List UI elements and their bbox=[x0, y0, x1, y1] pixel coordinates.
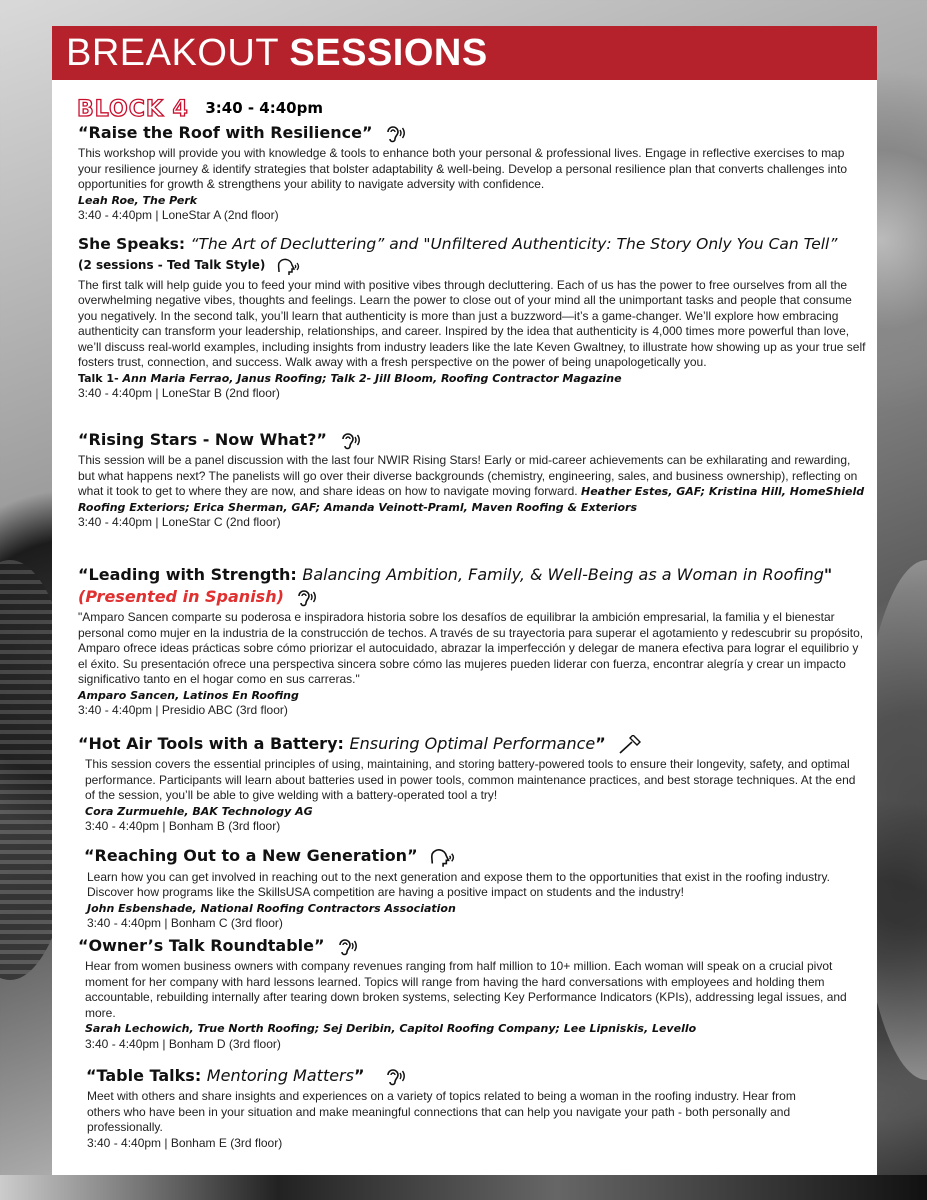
background-strip bbox=[0, 1175, 927, 1200]
session-location: 3:40 - 4:40pm | Bonham E (3rd floor) bbox=[87, 1135, 283, 1150]
session-table-talks bbox=[78, 1065, 868, 1151]
session-speakers: Sarah Lechowich, True North Roofing; Sej Deribin, Capitol Roofing Company; Lee Lipniskis, Levello bbox=[85, 1022, 697, 1035]
session-she-speaks bbox=[78, 233, 868, 402]
session-title: She Speaks: “The Art of Decluttering” and "Unfiltered Authenticity: The Story Only You Can Tell” bbox=[78, 235, 838, 253]
session-speakers: Cora Zurmuehle, BAK Technology AG bbox=[85, 804, 313, 818]
session-title: “Hot Air Tools with a Battery: Ensuring Optimal Performance” bbox=[78, 733, 868, 755]
session-title: “Leading with Strength: Balancing Ambition, Family, & Well-Being as a Woman in Roofing" bbox=[78, 565, 833, 584]
session-description: The first talk will help guide you to feed your mind with positive vibes through decluttering. Each of us has the power to free ourselves from all the overwhelming negative vibes, thoughts and feelings. Learn the power to close out of your mind all the unimportant tasks and people that consume you negatively. In the second talk, you’ll learn that authenticity is more than just a buzzword—it’s a game-changer. We’ll explore how embracing authenticity can transform your leadership, relationships, and career. Inspired by the idea that authenticity is 4,000 times more powerful than love, we’ll discuss real-world examples, including insights from industry leaders like the late Keven Gwaltney, to illustrate how showing up as your true self fosters trust, connection, and success. Walk away with a fresh perspective on the power of being unapologetically you. bbox=[78, 277, 866, 369]
session-speakers: Heather Estes, GAF; Kristina Hill, HomeShield Roofing Exteriors; Erica Sherman, GAF; Amanda Veinott-Praml, Maven Roofing & Exteriors bbox=[78, 485, 865, 514]
content-panel bbox=[52, 80, 877, 1175]
header-banner bbox=[52, 26, 877, 80]
session-title: “Owner’s Talk Roundtable” bbox=[78, 935, 868, 957]
session-location: 3:40 - 4:40pm | Presidio ABC (3rd floor) bbox=[78, 703, 288, 717]
session-title: “Rising Stars - Now What?” bbox=[78, 429, 868, 451]
session-description: Hear from women business owners with company revenues ranging from half million to 10+ million. Each woman will speak on a crucial pivot moment for her company with hard lessons learned. Topics will range from having the hard conversations with employees and holding them accountable, rebuilding internally after tearing down broken systems, selecting Key Performance Indicators (KPIs), addressing legal issues, and more. bbox=[85, 959, 847, 1020]
session-reaching-out bbox=[78, 845, 868, 932]
session-description: This session will be a panel discussion with the last four NWIR Rising Stars! Early or mid-career achievements can be exhilarating and rewarding, but what happens next? The panelists will go over their diverse backgrounds (chemistry, engineering, sales, and business ownership), reflecting on what it took to get to where they are now, and share ideas on how to navigate moving forward. Heather Estes, GAF; Kristina Hill, HomeShield Roofing Exteriors; Erica Sherman, GAF; Amanda Veinott-Praml, Maven Roofing & Exteriors bbox=[78, 453, 865, 514]
ear-icon bbox=[336, 937, 358, 957]
session-title: “Table Talks: Mentoring Matters” bbox=[78, 1065, 868, 1087]
block-time: 3:40 - 4:40pm bbox=[205, 99, 323, 117]
ear-icon bbox=[384, 124, 406, 144]
session-location: 3:40 - 4:40pm | LoneStar B (2nd floor) bbox=[78, 386, 280, 400]
session-owners-talk bbox=[78, 935, 868, 1052]
session-language-note: (Presented in Spanish) bbox=[78, 586, 868, 608]
ear-icon bbox=[384, 1067, 406, 1087]
session-note: (2 sessions - Ted Talk Style) bbox=[78, 255, 868, 276]
session-description: Learn how you can get involved in reaching out to the next generation and expose them to the opportunities that exist in the roofing industry. Discover how programs like the SkillsUSA competition are having a positive impact on students and the industry! bbox=[87, 869, 830, 899]
session-leading-with-strength bbox=[78, 564, 868, 719]
session-location: 3:40 - 4:40pm | LoneStar C (2nd floor) bbox=[78, 515, 281, 529]
session-description: This session covers the essential principles of using, maintaining, and storing battery-powered tools to ensure their longevity, safety, and optimal performance. Participants will learn about batteries used in power tools, common maintenance practices, and best storage techniques. At the end of the session, you’ll be able to give welding with a battery-operated tool a try! bbox=[85, 757, 856, 802]
block-heading bbox=[77, 97, 323, 122]
session-rising-stars bbox=[78, 429, 868, 531]
ear-icon bbox=[295, 588, 317, 608]
session-description: This workshop will provide you with knowledge & tools to enhance both your personal & professional lives. Engage in reflective exercises to map your resilience journey & identify strategies that bolster adaptability & well-being. Develop a personal resilience plan that converts challenges into opportunities for growth & strengthens your ability to navigate adversity with confidence. bbox=[78, 146, 848, 191]
session-location: 3:40 - 4:40pm | Bonham D (3rd floor) bbox=[85, 1036, 281, 1051]
session-speakers: Leah Roe, The Perk bbox=[78, 193, 198, 207]
session-location: 3:40 - 4:40pm | Bonham C (3rd floor) bbox=[87, 916, 283, 930]
session-speakers: John Esbenshade, National Roofing Contractors Association bbox=[87, 901, 456, 915]
speaking-head-icon bbox=[276, 256, 300, 276]
session-location: 3:40 - 4:40pm | LoneStar A (2nd floor) bbox=[78, 208, 279, 222]
session-hot-air-tools bbox=[78, 733, 868, 835]
session-title: “Raise the Roof with Resilience” bbox=[78, 122, 868, 144]
page-title: BREAKOUT SESSIONS bbox=[66, 32, 488, 74]
session-title: “Reaching Out to a New Generation” bbox=[78, 845, 868, 868]
session-raise-the-roof bbox=[78, 122, 868, 224]
session-speakers: Amparo Sancen, Latinos En Roofing bbox=[78, 688, 299, 702]
session-speakers: Talk 1- Ann Maria Ferrao, Janus Roofing; Talk 2- Jill Bloom, Roofing Contractor Magazine bbox=[78, 371, 622, 385]
session-description: Meet with others and share insights and experiences on a variety of topics related to being a woman in the roofing industry. Hear from others who have been in your situation and make meaningful connections that can help you navigate your path - both personally and professionally. bbox=[87, 1089, 796, 1134]
hammer-icon bbox=[617, 735, 643, 755]
ear-icon bbox=[339, 431, 361, 451]
session-location: 3:40 - 4:40pm | Bonham B (3rd floor) bbox=[85, 819, 281, 833]
block-label: BLOCK 4 bbox=[77, 97, 189, 122]
speaking-head-icon bbox=[429, 846, 455, 868]
session-description: "Amparo Sancen comparte su poderosa e inspiradora historia sobre los desafíos de equilibrar la ambición empresarial, la familia y el bienestar personal como mujer en la industria de la construcción de techos. A través de su trayectoria para superar el agotamiento y redescubrir su propósito, Amparo ofrece ideas prácticas sobre cómo priorizar el autocuidado, abrazar la imperfección y delegar de manera efectiva para lograr el equilibrio y el éxito. Su presentación ofrece una perspectiva sincera sobre cómo las mujeres pueden liderar con fuerza, encontrar alegría y crear un impacto significativo tanto en el hogar como en sus carreras." bbox=[78, 610, 864, 686]
